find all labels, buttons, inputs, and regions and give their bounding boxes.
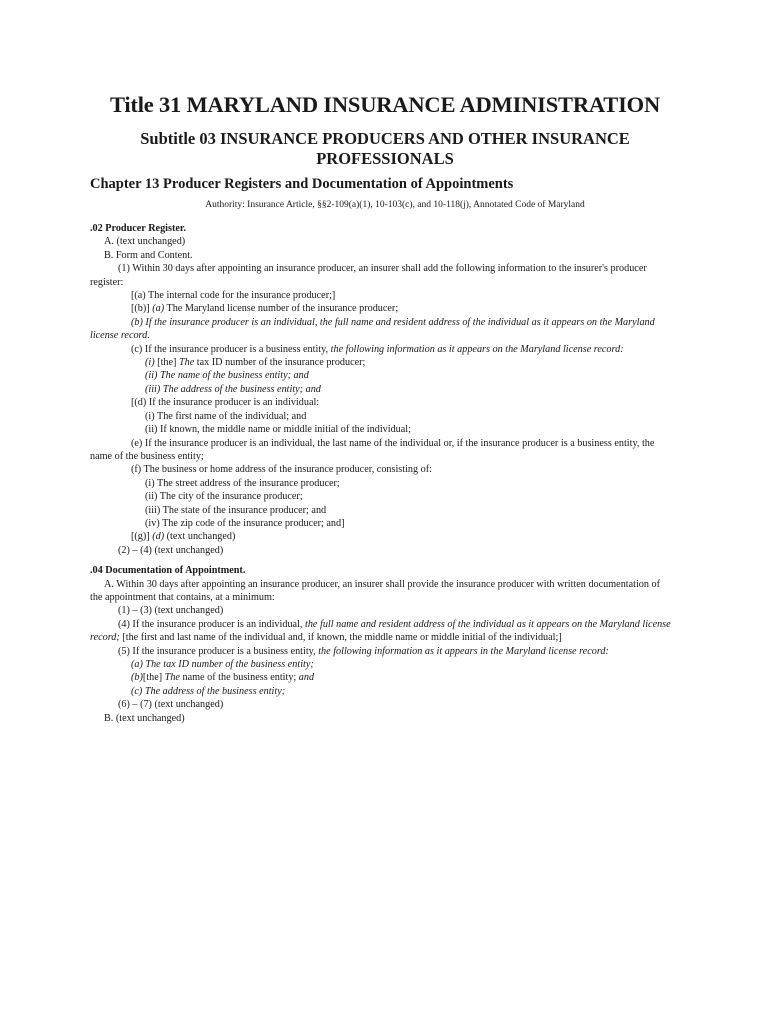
reg04-b: B. (text unchanged)	[104, 712, 185, 724]
reg02-f-iv: (iv) The zip code of the insurance producer; and]	[145, 517, 345, 529]
reg02-b-line: [(b)] (a) The Maryland license number of the insurance producer;	[131, 303, 399, 315]
reg02-d-i: (i) The first name of the individual; and	[145, 410, 307, 422]
reg02-f-i: (i) The street address of the insurance producer;	[145, 477, 340, 489]
reg04-a5: (5) If the insurance producer is a business entity, the following information as it appears in the Maryland license record:	[118, 645, 609, 657]
reg04-a5-a: (a) The tax ID number of the business entity;	[131, 659, 314, 670]
deleted-text: [the first and last name of the individual and, if known, the middle name or middle initial of the individual;]	[119, 632, 562, 644]
reg02-b-new	[90, 316, 675, 343]
reg02-a: A. (text unchanged)	[104, 236, 186, 248]
subtitle: Subtitle 03 INSURANCE PRODUCERS AND OTHER INSURANCE PROFESSIONALS	[140, 129, 630, 168]
reg02-d-line: [(d) If the insurance producer is an individual:	[131, 397, 320, 409]
reg02-c-iii: (iii) The address of the business entity; and	[145, 383, 321, 395]
deleted-text: [(b)]	[131, 303, 153, 315]
reg04-a5-c: (c) The address of the business entity;	[131, 685, 286, 697]
reg04-a1-3: (1) – (3) (text unchanged)	[118, 605, 224, 617]
section-04-heading: .04 Documentation of Appointment.	[90, 565, 246, 577]
reg04-a6-7: (6) – (7) (text unchanged)	[118, 699, 224, 711]
reg04-a4: (4) If the insurance producer is an individual, the full name and resident address of the individual as it appears on the Maryland license record; [the first and last name of the individual and, if known, the middle name or middle initial of the individual;]	[90, 618, 671, 644]
inserted-text: the following information as it appears on the Maryland license record:	[330, 343, 624, 355]
inserted-text: the following information as it appears in the Maryland license record:	[318, 645, 609, 657]
reg04-a5-b: (b)[the] The name of the business entity; and	[131, 672, 315, 684]
reg02-f-ii: (ii) The city of the insurance producer;	[145, 491, 303, 503]
page-title: Title 31 MARYLAND INSURANCE ADMINISTRATION	[109, 92, 660, 117]
reg02-f-iii: (iii) The state of the insurance producer; and	[145, 504, 327, 516]
reg02-g-line: [(g)] (d) (text unchanged)	[131, 531, 236, 543]
chapter-heading: Chapter 13 Producer Registers and Documentation of Appointments	[90, 176, 514, 192]
reg02-d-ii: (ii) If known, the middle name or middle initial of the individual;	[145, 424, 411, 436]
regulation-body	[90, 222, 675, 725]
reg04-a-line: A. Within 30 days after appointing an insurance producer, an insurer shall provide the insurance producer with written documentation of the appointment that contains, at a minimum:	[90, 578, 661, 603]
reg02-c-i: (i) [the] The tax ID number of the insurance producer;	[145, 357, 366, 369]
section-02-heading: .02 Producer Register.	[90, 223, 187, 234]
reg02-e-line: (e) If the insurance producer is an individual, the last name of the individual or, if the insurance producer is a business entity, the name of the business entity;	[90, 437, 655, 462]
reg02-a-line: [(a) The internal code for the insurance producer;]	[131, 290, 336, 302]
authority-line: Authority: Insurance Article, §§2-109(a)(1), 10-103(c), and 10-118(j), Annotated Code of Maryland	[205, 200, 585, 210]
reg02-c-line: (c) If the insurance producer is a business entity, the following information as it appears on the Maryland license record:	[131, 343, 624, 355]
inserted-text: the full name and resident address of the individual as it appears on the Maryland license record;	[90, 618, 671, 644]
inserted-text: (a)	[152, 303, 165, 315]
reg02-c-ii: (ii) The name of the business entity; and	[145, 370, 309, 382]
reg02-b1: (1) Within 30 days after appointing an insurance producer, an insurer shall add the following information to the insurer's producer register:	[90, 263, 647, 288]
reg02-b2-4: (2) – (4) (text unchanged)	[118, 544, 224, 556]
inserted-text: (b) If the insurance producer is an individual, the full name and resident address of the individual as it appears on the Maryland license record.	[90, 316, 655, 342]
reg02-b: B. Form and Content.	[104, 249, 193, 261]
reg02-f-line: (f) The business or home address of the insurance producer, consisting of:	[131, 464, 432, 476]
